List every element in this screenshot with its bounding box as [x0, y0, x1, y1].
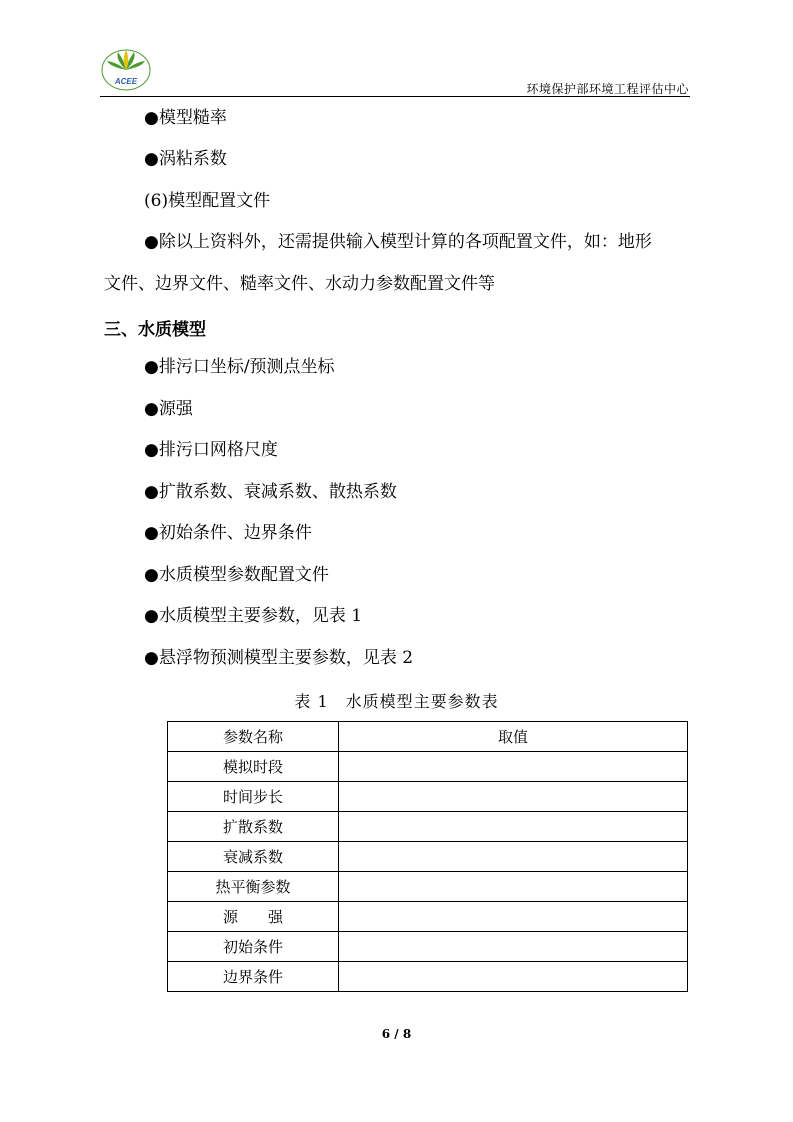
- param-value-cell: [339, 752, 688, 782]
- param-name-cell: 扩散系数: [168, 812, 339, 842]
- param-name-cell: 初始条件: [168, 932, 339, 962]
- param-name-cell: 时间步长: [168, 782, 339, 812]
- table-row: [168, 872, 688, 902]
- table-row: [168, 782, 688, 812]
- param-name-cell: 边界条件: [168, 962, 339, 992]
- bullet-manning-roughness: ●模型糙率: [144, 108, 227, 128]
- table-row: [168, 812, 688, 842]
- param-value-cell: [339, 872, 688, 902]
- paragraph-config-line-1: ●除以上资料外，还需提供输入模型计算的各项配置文件，如：地形: [144, 232, 652, 252]
- header-org-name: 环境保护部环境工程评估中心: [526, 82, 689, 96]
- param-name-cell: 模拟时段: [168, 752, 339, 782]
- param-value-cell: [339, 902, 688, 932]
- table-row: [168, 902, 688, 932]
- bullet-coefficients: ●扩散系数、衰减系数、散热系数: [144, 482, 397, 502]
- bullet-outlet-coordinates: ●排污口坐标/预测点坐标: [144, 357, 335, 377]
- section-6-config-files: (6)模型配置文件: [144, 191, 271, 211]
- heading-water-quality-model: 三、水质模型: [104, 320, 206, 340]
- acee-logo-icon: [100, 48, 152, 92]
- table-row: [168, 752, 688, 782]
- param-name-cell: 源 强: [168, 902, 339, 932]
- table-row: [168, 932, 688, 962]
- paragraph-config-line-2: 文件、边界文件、糙率文件、水动力参数配置文件等: [104, 274, 495, 294]
- bullet-eddy-viscosity: ●涡粘系数: [144, 149, 227, 169]
- bullet-outlet-grid-scale: ●排污口网格尺度: [144, 440, 278, 460]
- water-quality-params-table: [167, 721, 688, 992]
- bullet-wq-config-file: ●水质模型参数配置文件: [144, 565, 329, 585]
- param-value-cell: [339, 932, 688, 962]
- header-divider: [100, 96, 690, 97]
- param-name-cell: 衰减系数: [168, 842, 339, 872]
- param-value-cell: [339, 842, 688, 872]
- table-header-row: [168, 722, 688, 752]
- param-value-cell: [339, 962, 688, 992]
- param-name-cell: 热平衡参数: [168, 872, 339, 902]
- bullet-source-strength: ●源强: [144, 399, 193, 419]
- bullet-conditions: ●初始条件、边界条件: [144, 523, 312, 543]
- logo-text: ACEE: [114, 77, 138, 86]
- page-number: 6 / 8: [381, 1027, 412, 1041]
- table-row: [168, 842, 688, 872]
- bullet-ss-params-ref: ●悬浮物预测模型主要参数，见表 2: [144, 648, 414, 668]
- table-1-caption: 表 1 水质模型主要参数表: [294, 692, 499, 711]
- table-row: [168, 962, 688, 992]
- header-param-name: 参数名称: [168, 722, 339, 752]
- header-value: 取值: [339, 722, 688, 752]
- param-value-cell: [339, 812, 688, 842]
- param-value-cell: [339, 782, 688, 812]
- bullet-wq-params-ref: ●水质模型主要参数，见表 1: [144, 606, 363, 626]
